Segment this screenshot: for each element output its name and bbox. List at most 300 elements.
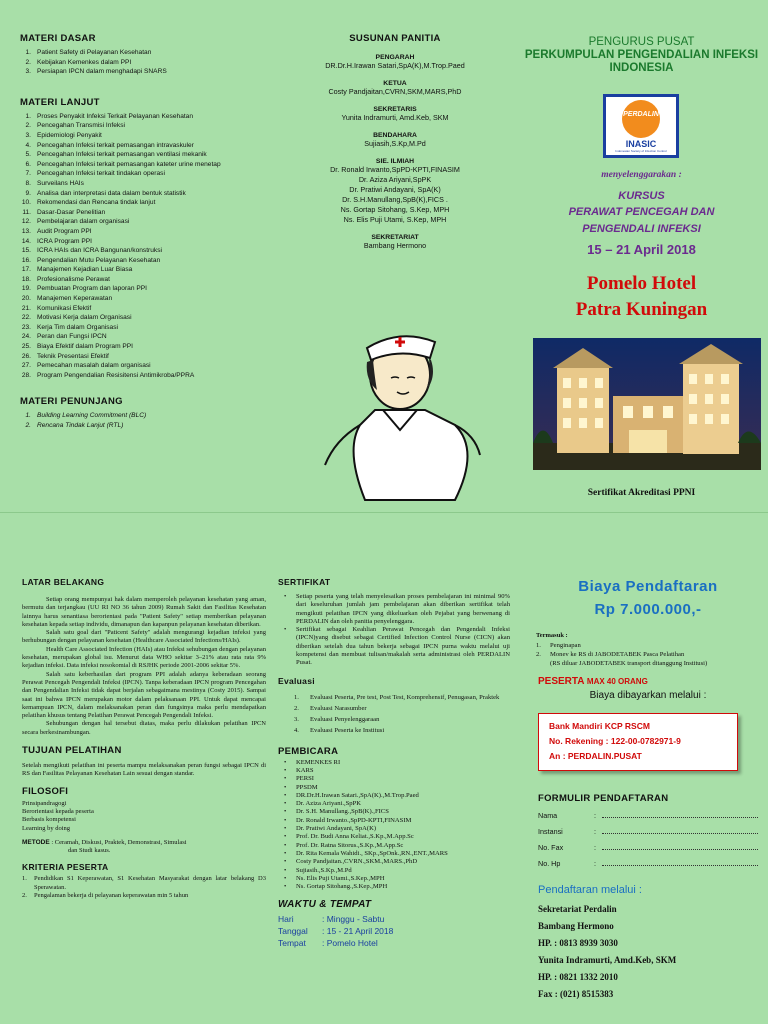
pembicara-item-text: Prof. Dr. Ratna Sitorus.,S.Kp.,M.App.Sc xyxy=(296,841,404,849)
materi-lanjut-item xyxy=(20,169,275,179)
materi-lanjut-item-number: 27. xyxy=(21,362,31,370)
pembicara-item-text: Dr. Rita Kemala Wahidi., SKp.,SpOnk.,RN.,ENT.,MARS xyxy=(296,849,448,857)
materi-lanjut-item-number: 20. xyxy=(21,295,31,303)
dibayarkan-label: Biaya dibayarkan melalui : xyxy=(589,690,707,701)
filosofi-item: Berorientasi kepada peserta xyxy=(22,807,94,815)
filosofi-item: Berbasis kompetensi xyxy=(22,816,76,824)
latar-paragraph: Salah satu keberhasilan dari program PPI adalah adanya keberadaan seorang Perawat Pencegah Pengendali Infeksi (IPCN). Tanpa keberadaan IPCN program Pencegahan dan Pengendalian Infeksi tidak dapat berjalan sebagaimana mestinya (Costy 2015). Sampai saat ini bahwa IPCN merupakan motor dalam pelaksanaan PPI. Untuk dapat mencapai kemampuan IPCN, dalam melaksanakan peran dan fungsinya maka perlu mendapatkan pelatihan khusus tentang Pelatihan Perawat Pencegah Pengendali Infeksi. xyxy=(22,670,266,720)
pembicara-item xyxy=(284,767,510,775)
perdalin-logo xyxy=(603,94,679,158)
formulir-title: FORMULIR PENDAFTARAN xyxy=(538,793,669,804)
materi-lanjut-item xyxy=(20,141,275,151)
sertifikat-item-bullet: • xyxy=(284,593,287,600)
pembicara-item-text: KEMENKES RI xyxy=(296,758,341,766)
pembicara-item xyxy=(284,850,510,858)
materi-lanjut-item xyxy=(20,121,275,131)
evaluasi-text: Evaluasi Peserta, Pre test, Post Test, Komprehensif, Penugasan, Praktek xyxy=(310,693,500,701)
filosofi-list xyxy=(22,800,266,833)
pendaftaran-line: Fax : (021) 8515383 xyxy=(538,989,614,999)
materi-lanjut-item-text: Manajemen Kejadian Luar Biasa xyxy=(37,266,133,274)
pembicara-item-bullet: • xyxy=(284,849,287,857)
pembicara-item-bullet: • xyxy=(284,808,287,816)
bank-rekening: No. Rekening : 122-00-0782971-9 xyxy=(549,736,681,746)
filosofi-item: Prinsipandragogi xyxy=(22,799,67,807)
formulir-field[interactable] xyxy=(528,808,758,824)
kriteria-number: 1. xyxy=(22,875,27,883)
metode-text: : Ceramah, Diskusi, Praktek, Demonstrasi, Simulasi xyxy=(51,838,187,846)
bank-box xyxy=(538,713,738,771)
termasuk-item xyxy=(536,650,768,659)
materi-lanjut-item-number: 3. xyxy=(25,131,31,139)
termasuk-number: 1. xyxy=(536,642,541,649)
evaluasi-number: 1. xyxy=(294,693,299,701)
waktu-hari xyxy=(278,913,510,925)
biaya-title: Biaya Pendaftaran xyxy=(578,578,718,595)
pembicara-item-text: Dr. Ronald Irwanto.,SpPD-KPTI,FINASIM xyxy=(296,816,412,824)
materi-lanjut-item-number: 5. xyxy=(25,151,31,159)
pembicara-item-text: Costy Pandjaitan.,CVRN.,SKM.,MARS.,PhD xyxy=(296,858,418,866)
materi-lanjut-item-text: Pencegahan Infeksi terkait pemasangan kateter urine menetap xyxy=(37,160,221,168)
latar-paragraph: Setiap orang mempunyai hak dalam memperoleh pelayanan kesehatan yang aman, bermutu dan terjangkau (UU RI NO 36 tahun 2009) Rumah Sakit dan Fasilitas Kesehatan lainnya harus senantiasa berorientasi pada "Patient Safety" setiap memberikan pelayanan kesehatan kepada setiap individu, dimanapun dan kapanpun pelayanan kesehatan diberikan. xyxy=(22,596,266,628)
pembicara-item-text: PERSI xyxy=(296,775,314,783)
kriteria-title: KRITERIA PESERTA xyxy=(22,862,109,873)
pembicara-item xyxy=(284,867,510,875)
pendaftaran-lines xyxy=(538,901,768,1003)
materi-lanjut-item-number: 19. xyxy=(21,285,31,293)
course-dates: 15 – 21 April 2018 xyxy=(587,242,696,257)
materi-lanjut-item-text: Proses Penyakit Infeksi Terkait Pelayanan Kesehatan xyxy=(37,112,194,120)
materi-lanjut-item-number: 6. xyxy=(25,160,31,168)
pembicara-item-text: KARS xyxy=(296,766,314,774)
materi-lanjut-item xyxy=(20,304,275,314)
termasuk-text: Monev ke RS di JABODETABEK Pasca Pelatihan xyxy=(550,651,685,658)
materi-lanjut-item-number: 13. xyxy=(21,227,31,235)
evaluasi-item xyxy=(294,714,510,725)
materi-lanjut-item xyxy=(20,332,275,342)
evaluasi-item xyxy=(294,725,510,736)
materi-lanjut-item-number: 17. xyxy=(21,266,31,274)
peserta-line xyxy=(538,676,768,687)
ilmiah-member: Ns. Elis Puji Utami, S.Kep, MPH xyxy=(343,215,447,224)
ilmiah-list xyxy=(275,165,515,225)
panitia-column xyxy=(275,0,515,512)
pendaftaran-line: HP. : 0813 8939 3030 xyxy=(538,938,618,948)
materi-lanjut-item xyxy=(20,150,275,160)
formulir-field-input[interactable] xyxy=(602,824,758,834)
pembicara-item xyxy=(284,792,510,800)
formulir-field-input[interactable] xyxy=(602,808,758,818)
materi-lanjut-item-number: 16. xyxy=(21,256,31,264)
materi-dasar-item xyxy=(20,58,275,68)
evaluasi-number: 4. xyxy=(294,726,299,734)
latar-title: LATAR BELAKANG xyxy=(22,577,105,587)
materi-lanjut-item-number: 25. xyxy=(21,343,31,351)
logo-small-text: Indonesian Society of Infection Control xyxy=(615,149,667,153)
formulir-field-colon: : xyxy=(594,811,596,820)
evaluasi-text: Evaluasi Penyelenggaraan xyxy=(310,715,380,723)
menyelenggarakan: menyelenggarakan : xyxy=(601,170,682,180)
pembicara-item xyxy=(284,875,510,883)
materi-lanjut-item-number: 28. xyxy=(21,371,31,379)
pembicara-item-bullet: • xyxy=(284,758,287,766)
materi-lanjut-item xyxy=(20,294,275,304)
pembicara-item-bullet: • xyxy=(284,883,287,891)
materi-lanjut-item-number: 23. xyxy=(21,323,31,331)
brochure-back xyxy=(0,512,768,1024)
materi-lanjut-item xyxy=(20,160,275,170)
materi-lanjut-item-text: Pembelajaran dalam organisasi xyxy=(37,218,130,226)
pembicara-item-text: Dr. Pratiwi Andayani, SpA(K) xyxy=(296,825,377,833)
sertifikat-list xyxy=(278,593,510,668)
materi-lanjut-item-text: Pengendalian Mutu Pelayanan Kesehatan xyxy=(37,256,161,264)
materi-lanjut-item-text: ICRA HAIs dan ICRA Bangunan/konstruksi xyxy=(37,247,162,255)
materi-lanjut-item-number: 11. xyxy=(22,208,31,216)
materi-lanjut-item-text: Audit Program PPI xyxy=(37,227,92,235)
metode-line xyxy=(22,839,266,847)
hari-value: : Minggu - Sabtu xyxy=(322,914,385,925)
materi-lanjut-item-text: Pencegahan Infeksi terkait tindakan operasi xyxy=(37,170,165,178)
materi-lanjut-item-text: Analisa dan interpretasi data dalam bentuk statistik xyxy=(37,189,186,197)
materi-lanjut-item-number: 9. xyxy=(25,189,31,197)
evaluasi-list xyxy=(278,692,510,736)
peserta-label: PESERTA xyxy=(538,676,585,687)
evaluasi-text: Evaluasi Narasumber xyxy=(310,704,367,712)
materi-lanjut-item-text: Biaya Efektif dalam Program PPI xyxy=(37,343,134,351)
materi-lanjut-item-text: Pemecahan masalah dalam organisasi xyxy=(37,362,151,370)
materi-lanjut-item xyxy=(20,275,275,285)
materi-lanjut-item xyxy=(20,112,275,122)
kriteria-item xyxy=(22,892,266,900)
evaluasi-title: Evaluasi xyxy=(278,675,315,686)
hotel-photo xyxy=(533,338,761,470)
materi-dasar-title: MATERI DASAR xyxy=(20,33,96,44)
pembicara-item xyxy=(284,784,510,792)
materi-lanjut-item xyxy=(20,189,275,199)
materi-lanjut-item-number: 12. xyxy=(21,218,31,226)
evaluasi-item xyxy=(294,703,510,714)
ketua-label: KETUA xyxy=(383,80,407,87)
latar-column xyxy=(22,513,266,1024)
materi-lanjut-item xyxy=(20,237,275,247)
materi-lanjut-item xyxy=(20,179,275,189)
materi-lanjut-item xyxy=(20,217,275,227)
kursus-label: KURSUS xyxy=(618,190,665,202)
materi-dasar-item xyxy=(20,67,275,77)
ilmiah-member: Ns. Gortap Sitohang, S.Kep, MPH xyxy=(340,205,450,214)
materi-lanjut-item-number: 22. xyxy=(21,314,31,322)
materi-lanjut-item-text: Program Pengendalian Resisitensi Antimikroba/PPRA xyxy=(37,371,195,379)
materi-lanjut-item-number: 10. xyxy=(21,199,31,207)
sertifikat-item-text: Setiap peserta yang telah menyelesaikan proses pembelajaran ini minimal 90% dari keseluruhan jumlah jam pembelajaran akan diberikan sertifikat telah mengikuti pelatihan IPCN yang dikeluarkan oleh Pejabat yang berwenang di PERDALIN dan oleh panitia penyelenggara. xyxy=(296,593,510,625)
materi-lanjut-item-text: Dasar-Dasar Penelitian xyxy=(37,208,106,216)
waktu-tempat xyxy=(278,937,510,949)
formulir-field-label: No. Hp xyxy=(538,859,561,868)
formulir-field-input[interactable] xyxy=(602,856,758,866)
ilmiah-member: Dr. Ronald Irwanto,SpPD-KPTI,FINASIM xyxy=(330,165,460,174)
sertifikat-item xyxy=(284,626,510,667)
pembicara-item-text: Dr. S.H. Manullang.,SpB(K).,FICS xyxy=(296,808,389,816)
tempat-label: Tempat xyxy=(278,938,306,949)
evaluasi-number: 2. xyxy=(294,704,299,712)
pembicara-item xyxy=(284,825,510,833)
materi-lanjut-item-number: 1. xyxy=(25,112,31,120)
materi-lanjut-item-text: Pencegahan Transmisi Infeksi xyxy=(37,122,125,130)
materi-lanjut-item-text: Pencegahan Infeksi terkait pemasangan ventilasi mekanik xyxy=(37,151,207,159)
materi-lanjut-item-text: Komunikasi Efektif xyxy=(37,304,92,312)
kriteria-number: 2. xyxy=(22,892,27,900)
pembicara-item xyxy=(284,858,510,866)
pembicara-item xyxy=(284,883,510,891)
materi-dasar-item-number: 3. xyxy=(25,68,31,76)
filosofi-title: FILOSOFI xyxy=(22,785,69,797)
formulir-field-input[interactable] xyxy=(602,840,758,850)
pembicara-item-bullet: • xyxy=(284,816,287,824)
materi-lanjut-item-text: Peran dan Fungsi IPCN xyxy=(37,333,107,341)
org-line2: PERKUMPULAN PENGENDALIAN INFEKSI xyxy=(524,49,759,61)
materi-dasar-item-text: Kebijakan Kemenkes dalam PPI xyxy=(37,58,132,66)
termasuk-list xyxy=(536,641,768,659)
materi-penunjang-item-text: Rencana Tindak Lanjut (RTL) xyxy=(37,422,124,429)
org-line3: INDONESIA xyxy=(609,62,674,74)
materi-lanjut-item xyxy=(20,361,275,371)
tujuan-title: TUJUAN PELATIHAN xyxy=(22,745,122,757)
materi-lanjut-item xyxy=(20,256,275,266)
course-line1: PERAWAT PENCEGAH DAN xyxy=(568,206,715,218)
materi-lanjut-item-text: ICRA Program PPI xyxy=(37,237,92,245)
sekretariat-name: Bambang Hermono xyxy=(363,241,427,250)
ketua-name: Costy Pandjaitan,CVRN,SKM,MARS,PhD xyxy=(328,87,462,96)
evaluasi-text: Evaluasi Peserta ke Institusi xyxy=(310,726,385,734)
pembicara-item-bullet: • xyxy=(284,825,287,833)
ilmiah-member: Dr. Pratiwi Andayani, SpA(K) xyxy=(349,185,441,194)
venue-line2: Patra Kuningan xyxy=(575,299,708,320)
nurse-illustration xyxy=(305,330,495,510)
pembicara-item-bullet: • xyxy=(284,791,287,799)
pembicara-title: PEMBICARA xyxy=(278,745,339,757)
bendahara-label: BENDAHARA xyxy=(373,132,417,139)
pembicara-item-bullet: • xyxy=(284,874,287,882)
panitia-title: SUSUNAN PANITIA xyxy=(349,33,441,44)
metode-label: METODE xyxy=(22,838,50,846)
formulir-field-label: Nama xyxy=(538,811,558,820)
materi-lanjut-item-text: Teknik Presentasi Efektif xyxy=(37,352,109,360)
materi-lanjut-list xyxy=(20,112,275,381)
materi-penunjang-title: MATERI PENUNJANG xyxy=(20,396,123,408)
materi-dasar-item-text: Patient Safety di Pelayanan Kesehatan xyxy=(37,49,152,56)
biaya-amount: Rp 7.000.000,- xyxy=(594,601,702,618)
metode-text2: dan Studi kasus. xyxy=(68,847,111,855)
pembicara-item-bullet: • xyxy=(284,833,287,841)
materi-lanjut-item-number: 14. xyxy=(21,237,31,245)
tanggal-label: Tanggal xyxy=(278,926,308,937)
waktu-details xyxy=(278,913,510,949)
materi-lanjut-item-text: Motivasi Kerja dalam Organisasi xyxy=(37,314,132,322)
materi-lanjut-item-number: 24. xyxy=(21,333,31,341)
pembicara-item-text: Prof. Dr. Budi Anna Keliat.,S.Kp.,M.App.Sc xyxy=(296,833,414,841)
latar-paragraph: Sehubungan dengan hal tersebut diatas, maka perlu dilakukan pelatihan IPCN secara berkesinambungan. xyxy=(22,720,266,736)
pembicara-item xyxy=(284,775,510,783)
materi-lanjut-item-number: 21. xyxy=(21,304,31,312)
pembicara-item-text: Sujiasih.,S.Kp.,M.Pd xyxy=(296,866,352,874)
formulir-fields xyxy=(528,808,758,872)
kriteria-text: Pengalaman bekerja di pelayanan keperawatan min 5 tahun xyxy=(34,892,189,900)
materi-lanjut-item xyxy=(20,265,275,275)
sertifikat-title: SERTIFIKAT xyxy=(278,577,331,587)
ilmiah-label: SIE. ILMIAH xyxy=(375,158,415,165)
materi-lanjut-item-number: 4. xyxy=(25,141,31,149)
pembicara-item xyxy=(284,833,510,841)
sertifikat-column xyxy=(278,513,510,1024)
cover-column xyxy=(515,0,768,512)
pembicara-item xyxy=(284,800,510,808)
termasuk-label: Termasuk : xyxy=(536,632,568,639)
materi-lanjut-item-text: Surveilans HAIs xyxy=(37,179,84,187)
materi-lanjut-title: MATERI LANJUT xyxy=(20,96,100,108)
sekretaris-name: Yunita Indramurti, Amd.Keb, SKM xyxy=(341,113,449,122)
latar-paragraphs xyxy=(22,596,266,737)
org-line1: PENGURUS PUSAT xyxy=(588,36,695,48)
pengarah-name: DR.Dr.H.Irawan Satari,SpA(K),M.Trop.Paed xyxy=(325,61,465,70)
materi-lanjut-item-text: Epidemiologi Penyakit xyxy=(37,131,102,139)
sertifikat-item xyxy=(284,593,510,626)
pendaftaran-title: Pendaftaran melalui : xyxy=(538,884,642,896)
materi-column xyxy=(20,0,275,512)
formulir-field-colon: : xyxy=(594,843,596,852)
evaluasi-item xyxy=(294,692,510,703)
materi-lanjut-item-text: Manajemen Keperawatan xyxy=(37,295,113,303)
peserta-max: MAX 40 ORANG xyxy=(586,677,648,686)
formulir-field[interactable] xyxy=(528,824,758,840)
materi-lanjut-item-number: 7. xyxy=(25,170,31,178)
pembicara-item-bullet: • xyxy=(284,775,287,783)
materi-lanjut-item-text: Kerja Tim dalam Organisasi xyxy=(37,323,118,331)
termasuk-item xyxy=(536,641,768,650)
materi-penunjang-item xyxy=(20,421,275,431)
pembicara-item-bullet: • xyxy=(284,866,287,874)
pembicara-item xyxy=(284,808,510,816)
termasuk-text: Penginapan xyxy=(550,642,581,649)
sertifikat-akreditasi: Sertifikat Akreditasi PPNI xyxy=(587,488,696,498)
termasuk-number: 2. xyxy=(536,651,541,658)
formulir-field-label: No. Fax xyxy=(538,843,564,852)
pembicara-item-text: Dr. Aziza Ariyani.,SpPK xyxy=(296,800,362,808)
pembicara-list xyxy=(278,759,510,892)
materi-lanjut-item-number: 8. xyxy=(25,179,31,187)
sekretariat-label: SEKRETARIAT xyxy=(371,234,419,241)
pendaftaran-line: Yunita Indramurti, Amd.Keb, SKM xyxy=(538,955,677,965)
sertifikat-item-bullet: • xyxy=(284,626,287,634)
materi-penunjang-item-number: 1. xyxy=(25,412,31,420)
materi-dasar-item xyxy=(20,48,275,58)
filosofi-item: Learning by doing xyxy=(22,824,71,832)
pembicara-item-bullet: • xyxy=(284,858,287,866)
materi-lanjut-item-number: 2. xyxy=(25,122,31,130)
materi-lanjut-item xyxy=(20,371,275,381)
pembicara-item-bullet: • xyxy=(284,841,287,849)
hari-label: Hari xyxy=(278,914,294,925)
kriteria-list xyxy=(22,875,266,900)
sertifikat-item-text: Sertifikat sebagai Keahlian Perawat Pencegah dan Pengendali Infeksi (IPCN)yang disebut sebagai Certified Infection Control Nurse (CICN) akan diberikan setelah dua tahun bekerja sebagai IPCN purna waktu melalui uji kompetensi dan membuat tulisan/makalah serta administrasi oleh PERDALIN Pusat. xyxy=(296,626,510,667)
pembicara-item xyxy=(284,759,510,767)
materi-lanjut-item xyxy=(20,342,275,352)
materi-dasar-item-number: 2. xyxy=(25,58,31,66)
tujuan-text: Setelah mengikuti pelatihan ini peserta mampu melaksanakan peran fungsi sebagai IPCN di RS dan Fasilitas Pelayanan Kesehatan Lain sesuai dengan standar. xyxy=(22,762,266,778)
termasuk-note: (RS diluar JABODETABEK transport ditanggung Institusi) xyxy=(550,660,708,667)
materi-lanjut-item xyxy=(20,313,275,323)
materi-dasar-item-number: 1. xyxy=(25,49,31,56)
latar-paragraph: Salah satu goal dari "Paticent Safety" adalah mengurangi kejadian infeksi yang berhubungan dengan pelayanan kesehatan (Healthcare Associated Infections/HAIs). xyxy=(22,629,266,645)
materi-penunjang-item-text: Building Learning Commitment (BLC) xyxy=(37,412,147,420)
pembicara-item xyxy=(284,842,510,850)
pembicara-item xyxy=(284,817,510,825)
materi-lanjut-item-text: Rekomendasi dan Rencana tindak lanjut xyxy=(37,199,156,207)
course-line2: PENGENDALI INFEKSI xyxy=(582,223,701,235)
formulir-field[interactable] xyxy=(528,856,758,872)
materi-lanjut-item-number: 26. xyxy=(21,352,31,360)
pembicara-item-text: Ns. Elis Puji Utami.,S.Kep.,MPH xyxy=(296,874,385,882)
evaluasi-number: 3. xyxy=(294,715,299,723)
pengarah-label: PENGARAH xyxy=(375,54,415,61)
materi-penunjang-item xyxy=(20,411,275,421)
materi-lanjut-item xyxy=(20,208,275,218)
formulir-field[interactable] xyxy=(528,840,758,856)
logo-perdalin-text: PERDALIN xyxy=(623,111,659,118)
formulir-field-colon: : xyxy=(594,827,596,836)
pembicara-item-text: DR.Dr.H.Irawan Satari.,SpA(K).,M.Trop.Paed xyxy=(296,791,419,799)
tempat-value: : Pomelo Hotel xyxy=(322,938,378,949)
materi-dasar-list xyxy=(20,48,275,77)
materi-lanjut-item xyxy=(20,198,275,208)
materi-penunjang-item-number: 2. xyxy=(25,422,31,429)
materi-lanjut-item-number: 15. xyxy=(21,247,31,255)
ilmiah-member: Dr. S.H.Manullang,SpB(K),FICS . xyxy=(342,195,448,204)
materi-lanjut-item-text: Pembuatan Program dan laporan PPI xyxy=(37,285,147,293)
pembicara-item-text: PPSDM xyxy=(296,783,318,791)
materi-lanjut-item xyxy=(20,246,275,256)
bendahara-name: Sujiasih,S.Kp,M.Pd xyxy=(364,139,426,148)
logo-inasic-text: INASIC xyxy=(625,139,657,149)
kriteria-text: Pendidikan S1 Keperawatan, S1 Kesehatan Masyarakat dengan latar belakang D3 Sperawatan. xyxy=(34,875,266,891)
materi-dasar-item-text: Persiapan IPCN dalam menghadapi SNARS xyxy=(37,68,167,76)
pendaftaran-line: Sekretariat Perdalin xyxy=(538,904,617,914)
latar-paragraph: Health Care Associated Infection (HAIs) atau Infeksi sehubungan dengan pelayanan kesehatan, merupakan global isu. Menurut data WHO sekitar 3–21% atau rata rata 9% kejadian infeksi. Data infeksi nosokomial di RSJHK periode 2001-2006 sekitar 5%. xyxy=(22,645,266,670)
bank-an: An : PERDALIN.PUSAT xyxy=(549,751,642,761)
venue-line1: Pomelo Hotel xyxy=(586,273,697,294)
pembicara-item-bullet: • xyxy=(284,783,287,791)
pendaftaran-line: HP. : 0821 1332 2010 xyxy=(538,972,618,982)
sekretaris-label: SEKRETARIS xyxy=(373,106,417,113)
tanggal-value: : 15 - 21 April 2018 xyxy=(322,926,394,937)
materi-lanjut-item xyxy=(20,352,275,362)
waktu-title: WAKTU & TEMPAT xyxy=(278,899,372,911)
pembicara-item-text: Ns. Gortap Sitohang.,S.Kep.,MPH xyxy=(296,883,388,891)
materi-lanjut-item xyxy=(20,284,275,294)
formulir-field-label: Instansi xyxy=(538,827,563,836)
materi-lanjut-item-text: Profesionalisme Perawat xyxy=(37,275,110,283)
materi-lanjut-item xyxy=(20,227,275,237)
waktu-tanggal xyxy=(278,925,510,937)
materi-lanjut-item xyxy=(20,131,275,141)
materi-lanjut-item-number: 18. xyxy=(21,275,31,283)
materi-lanjut-item-text: Pencegahan Infeksi terkait pemasangan intravaskuler xyxy=(37,141,194,149)
bank-name: Bank Mandiri KCP RSCM xyxy=(549,721,650,731)
biaya-column xyxy=(528,513,768,1024)
materi-penunjang-list xyxy=(20,411,275,430)
kriteria-item xyxy=(22,875,266,892)
ilmiah-member: Dr. Aziza Ariyani,SpPK xyxy=(358,175,432,184)
pembicara-item-bullet: • xyxy=(284,766,287,774)
formulir-field-colon: : xyxy=(594,859,596,868)
